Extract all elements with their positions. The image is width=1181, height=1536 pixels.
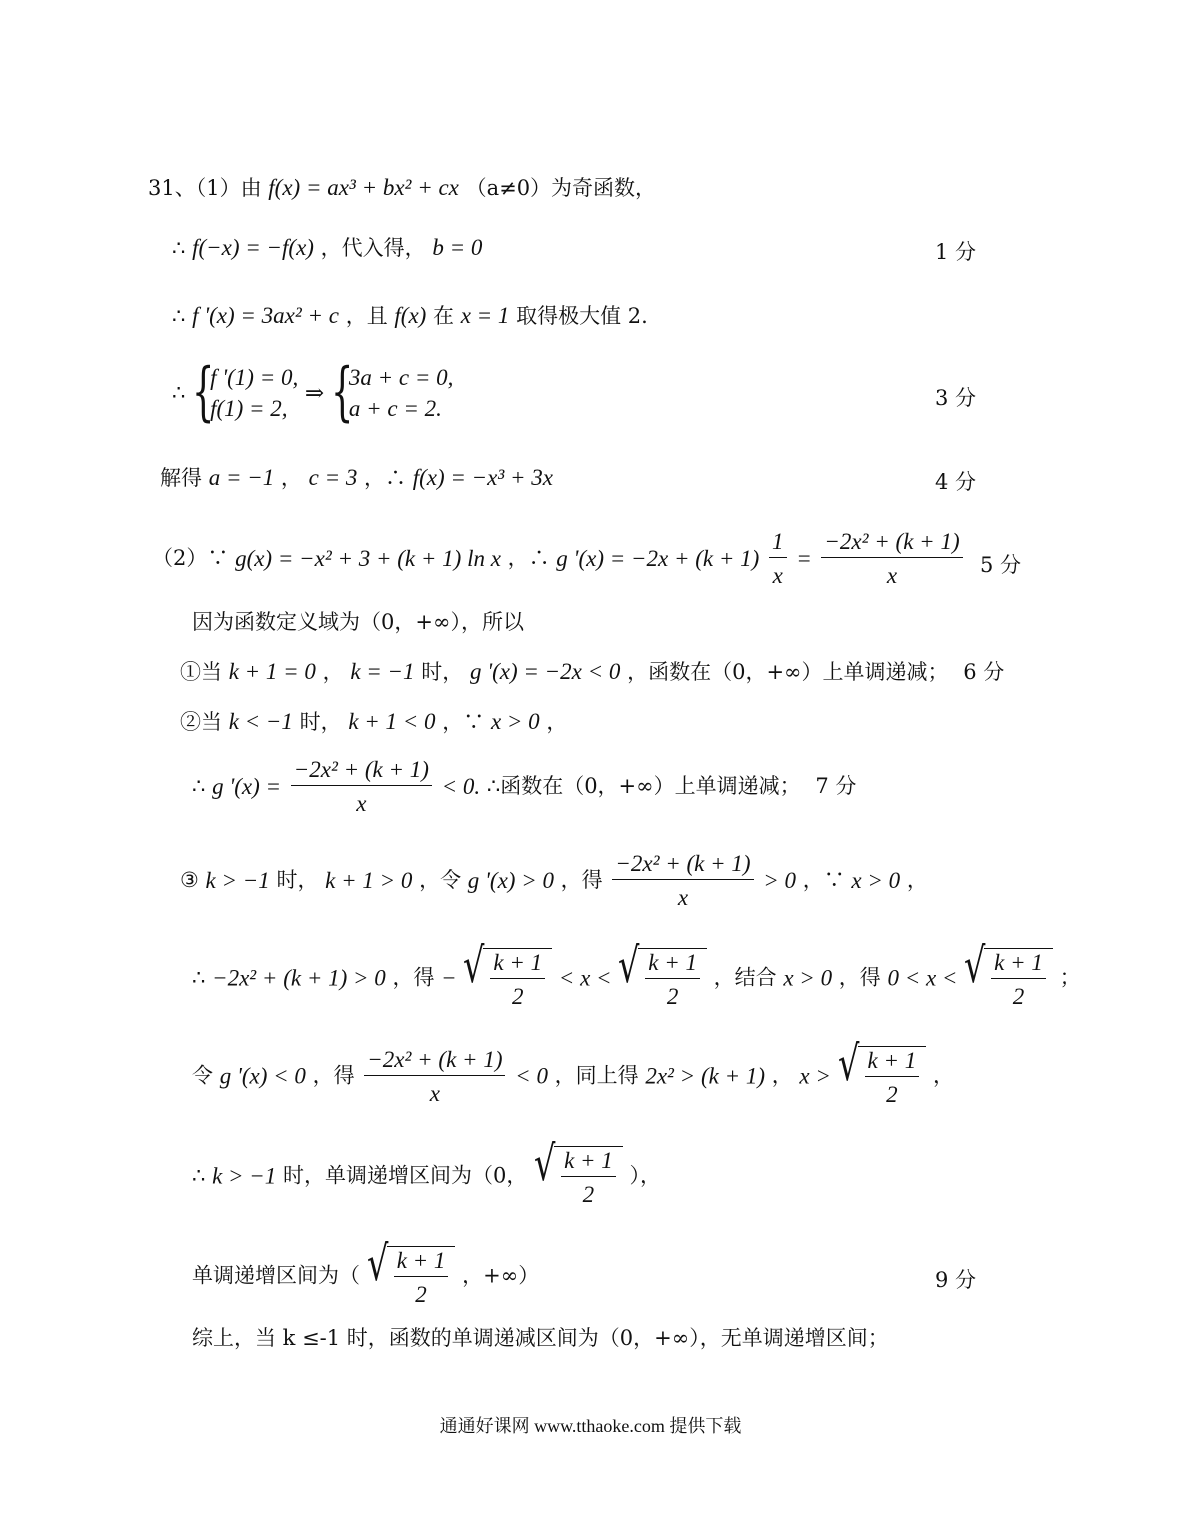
denominator: 2 <box>666 984 679 1009</box>
text: ①当 <box>180 660 222 684</box>
denominator: 2 <box>511 984 524 1009</box>
radical-icon: √ <box>618 938 640 994</box>
formula: k = −1 <box>350 659 415 684</box>
denominator: x <box>429 1080 440 1106</box>
text: ，函数在（0，+∞）上单调递减； <box>627 660 949 684</box>
footer-source: 通通好课网 www.tthaoke.com 提供下载 <box>439 1416 742 1436</box>
formula: x > 0 <box>783 965 833 991</box>
denominator: x <box>677 885 689 910</box>
formula: − <box>441 965 457 991</box>
text: ； <box>1059 965 1081 990</box>
text: ，且 <box>345 304 388 328</box>
numerator: k + 1 <box>645 951 700 979</box>
domain-note: 因为函数定义域为（0，+∞），所以 <box>192 610 524 634</box>
case-3 <box>180 852 928 909</box>
text: 31、（1）由 <box>148 176 262 200</box>
case-1 <box>180 660 1004 683</box>
case-3-increasing <box>192 938 1081 1009</box>
therefore-symbol: ∴ <box>172 236 186 260</box>
text: ，结合 <box>713 965 777 990</box>
formula: < 0. <box>441 774 481 799</box>
radical-icon: √ <box>837 1036 859 1092</box>
square-root <box>366 1236 456 1307</box>
formula: −2x² + (k + 1) > 0 <box>212 965 386 991</box>
formula: b = 0 <box>432 235 483 260</box>
therefore-symbol: ∴ <box>192 1163 206 1188</box>
step-odd-function <box>172 236 482 259</box>
fraction <box>769 530 787 587</box>
problem-intro <box>148 176 656 199</box>
text: ）， <box>629 1163 661 1188</box>
case-2 <box>180 710 567 733</box>
text: （2）∵ <box>152 546 229 570</box>
numerator: −2x² + (k + 1) <box>612 852 753 880</box>
score-marker: 1 分 <box>935 240 977 264</box>
text: ， <box>771 1063 793 1088</box>
part2-derivative <box>152 530 966 587</box>
formula: k > −1 <box>205 868 270 893</box>
equation-system-1 <box>192 355 299 429</box>
therefore-symbol: ∴ <box>172 380 186 405</box>
text: ③ <box>180 868 199 892</box>
score-marker: 7 分 <box>815 774 857 798</box>
radical-icon: √ <box>964 938 986 994</box>
formula: g(x) = −x² + 3 + (k + 1) ln x <box>235 546 501 571</box>
text: ，代入得， <box>320 236 426 260</box>
formula: c = 3 <box>308 465 358 490</box>
formula: x > 0 <box>490 709 540 734</box>
brace-icon: { <box>192 355 215 429</box>
formula: g '(x) = −2x < 0 <box>469 659 621 684</box>
equation-row: a + c = 2. <box>348 396 442 421</box>
equation-row: f '(1) = 0, <box>210 365 299 390</box>
formula: g '(x) = <box>212 774 282 799</box>
text: ，得 <box>312 1063 355 1088</box>
formula: g '(x) > 0 <box>467 868 554 893</box>
numerator: k + 1 <box>394 1249 449 1277</box>
formula: g '(x) < 0 <box>219 1063 306 1089</box>
formula: k > −1 <box>212 1163 277 1189</box>
fraction <box>364 1048 505 1105</box>
text: 时， <box>421 660 464 684</box>
text: 时，单调递增区间为（0， <box>283 1163 528 1188</box>
score-marker: 5 分 <box>980 553 1022 577</box>
square-root <box>837 1036 927 1107</box>
numerator: k + 1 <box>991 951 1046 979</box>
formula: 0 < x < <box>887 965 958 991</box>
formula: k + 1 = 0 <box>228 659 316 684</box>
text: ，得 <box>560 868 603 892</box>
text: 令 <box>192 1063 213 1088</box>
radical-icon: √ <box>534 1136 556 1192</box>
denominator: 2 <box>582 1182 595 1207</box>
text: ， <box>932 1063 954 1088</box>
numerator: k + 1 <box>561 1149 616 1177</box>
text: ， <box>322 660 344 684</box>
square-root <box>618 938 707 1009</box>
text: 单调递增区间为（ <box>192 1263 360 1288</box>
score-marker: 4 分 <box>935 470 977 494</box>
text: 时， <box>276 868 319 892</box>
radical-icon: √ <box>463 938 485 994</box>
score-marker: 6 分 <box>963 660 1005 684</box>
text: （a≠0）为奇函数， <box>465 176 657 200</box>
equation-system-2 <box>330 355 454 429</box>
text: 时， <box>299 710 342 734</box>
text: ，∴ <box>364 466 407 490</box>
formula: k < −1 <box>228 709 293 734</box>
equation-row: f(1) = 2, <box>210 396 288 421</box>
brace-icon: { <box>330 355 354 429</box>
step-solve <box>160 466 553 489</box>
text: 取得极大值 2. <box>516 304 648 328</box>
denominator: x <box>772 563 783 588</box>
score-marker: 3 分 <box>935 386 977 410</box>
formula: < 0 <box>515 1063 548 1089</box>
numerator: −2x² + (k + 1) <box>364 1048 505 1076</box>
step-system <box>172 355 454 429</box>
square-root <box>964 938 1053 1009</box>
formula: f(x) <box>394 303 427 328</box>
summary: 综上，当 k ≤-1 时，函数的单调递减区间为（0，+∞），无单调递增区间； <box>192 1326 889 1350</box>
equation-row: 3a + c = 0, <box>348 365 454 390</box>
denominator: x <box>356 791 367 816</box>
step-derivative <box>172 304 648 327</box>
fraction <box>821 530 962 587</box>
text: ，+∞） <box>462 1263 540 1288</box>
formula: k + 1 > 0 <box>325 868 413 893</box>
therefore-symbol: ∴ <box>192 965 206 990</box>
text: ，∴ <box>507 546 550 570</box>
therefore-symbol: ∴ <box>192 774 206 798</box>
case-3-interval-2 <box>192 1236 540 1307</box>
formula: f(−x) = −f(x) <box>192 235 314 260</box>
formula: < x < <box>558 965 612 991</box>
formula: > 0 <box>763 868 797 893</box>
formula: f '(x) = 3ax² + c <box>192 303 340 328</box>
implies-symbol: ⇒ <box>304 380 325 406</box>
formula: f(x) = ax³ + bx² + cx <box>268 175 459 200</box>
formula: 2x² > (k + 1) <box>645 1063 765 1089</box>
text: 在 <box>433 304 454 328</box>
text: ，∵ <box>802 868 845 892</box>
formula: x > 0 <box>851 868 901 893</box>
text: ②当 <box>180 710 222 734</box>
text: ， <box>280 466 302 490</box>
numerator: 1 <box>769 530 787 558</box>
formula: f(x) = −x³ + 3x <box>412 465 554 490</box>
numerator: −2x² + (k + 1) <box>291 758 432 786</box>
fraction <box>612 852 753 909</box>
text: ，得 <box>392 965 435 990</box>
text: ，∵ <box>442 710 485 734</box>
radical-icon: √ <box>366 1236 389 1292</box>
denominator: 2 <box>415 1282 427 1307</box>
text: ， <box>546 710 568 734</box>
text: ， <box>906 868 928 892</box>
denominator: x <box>886 563 898 588</box>
square-root <box>463 938 552 1009</box>
formula: k + 1 < 0 <box>348 709 436 734</box>
text: ，同上得 <box>554 1063 639 1088</box>
text: ，得 <box>838 965 881 990</box>
numerator: k + 1 <box>490 951 545 979</box>
denominator: 2 <box>886 1082 898 1107</box>
case-3-decreasing <box>192 1036 954 1107</box>
fraction <box>291 758 432 815</box>
text: ∴函数在（0，+∞）上单调递减； <box>486 774 801 798</box>
formula: a = −1 <box>208 465 275 490</box>
formula: x > <box>799 1063 831 1089</box>
numerator: −2x² + (k + 1) <box>821 530 962 558</box>
therefore-symbol: ∴ <box>172 304 186 328</box>
square-root <box>534 1136 623 1207</box>
text: ，令 <box>419 868 462 892</box>
score-marker: 9 分 <box>935 1268 977 1292</box>
numerator: k + 1 <box>865 1049 920 1077</box>
text: 解得 <box>160 466 202 490</box>
denominator: 2 <box>1012 984 1025 1009</box>
case-3-interval <box>192 1136 661 1207</box>
equals-symbol: = <box>796 546 812 571</box>
formula: g '(x) = −2x + (k + 1) <box>556 546 760 571</box>
case-2-conclusion <box>192 758 856 815</box>
formula: x = 1 <box>460 303 510 328</box>
